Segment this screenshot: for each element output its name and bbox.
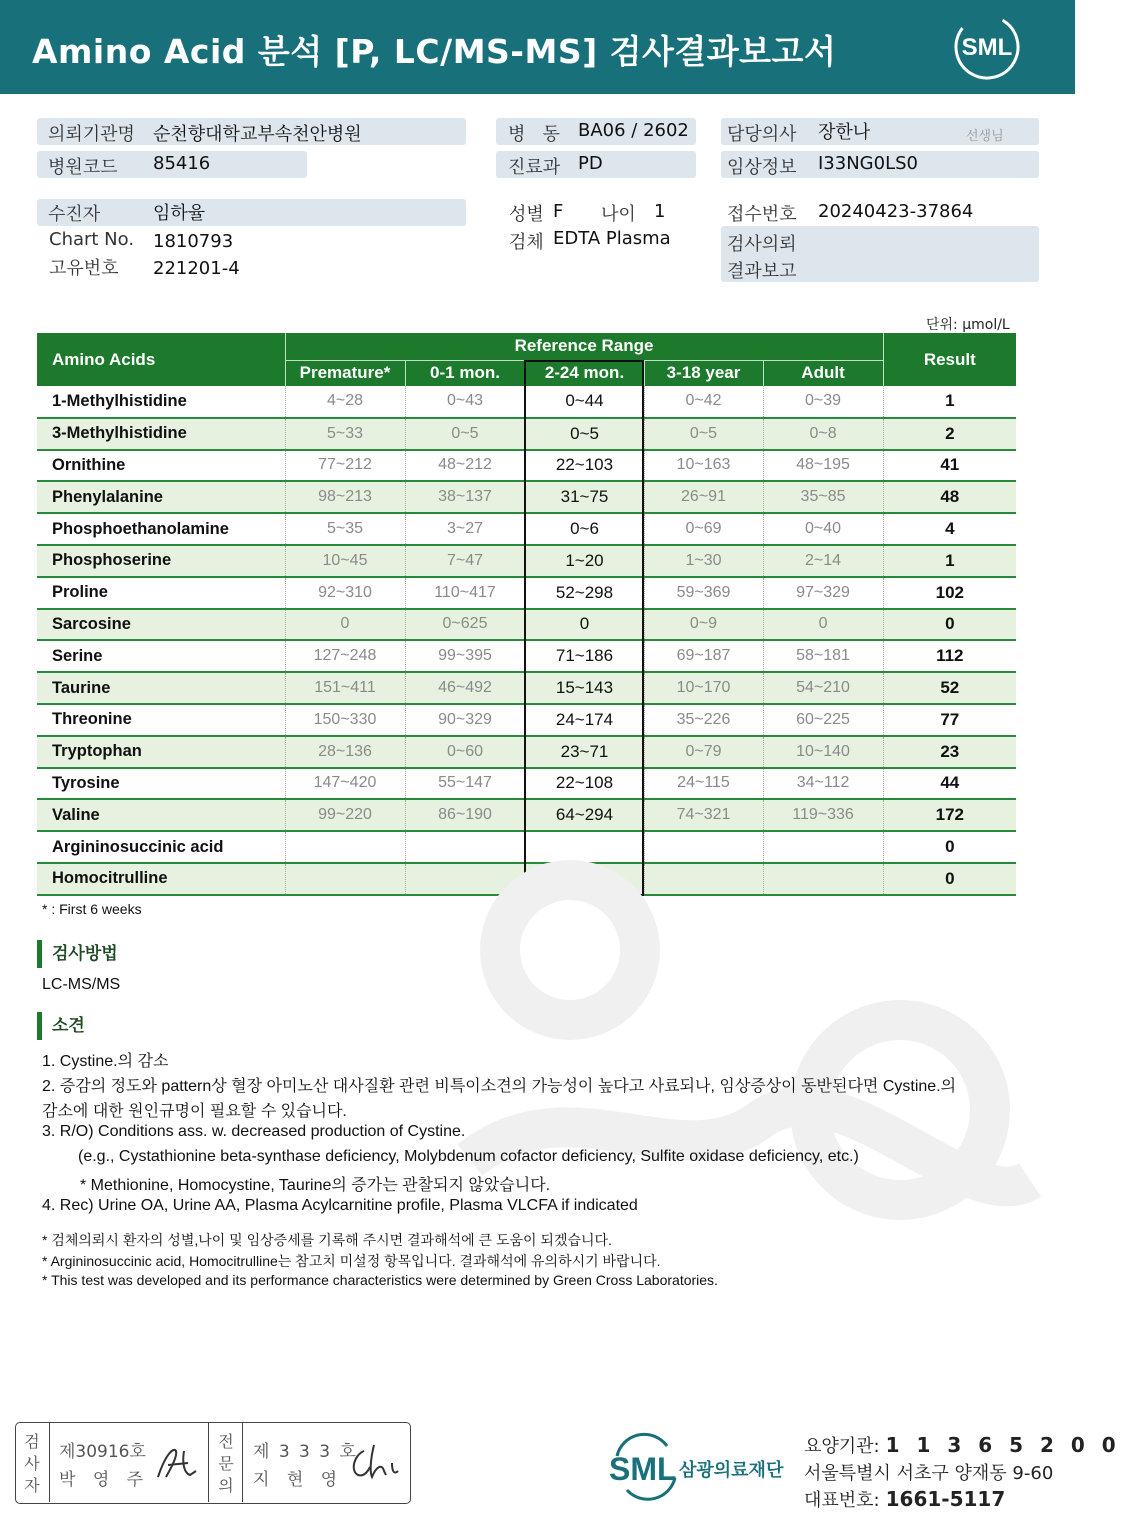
- result-value: 112: [883, 640, 1016, 672]
- age-0-1-range: 0~43: [405, 386, 525, 418]
- specialist-name: 지 현 영: [253, 1470, 344, 1490]
- age-3-18-range: 10~170: [644, 672, 763, 704]
- age-3-18-range: 1~30: [644, 545, 763, 577]
- adult-range: 10~140: [763, 736, 883, 768]
- clinical-value: I33NG0LS0: [818, 153, 918, 174]
- premature-range: 147~420: [285, 768, 405, 800]
- adult-range: 2~14: [763, 545, 883, 577]
- amino-acid-table: [37, 333, 1016, 896]
- age-0-1-range: 90~329: [405, 704, 525, 736]
- adult-range: 34~112: [763, 768, 883, 800]
- findings-line: * Methionine, Homocystine, Taurine의 증가는 관찰되지 않았습니다.: [80, 1177, 551, 1194]
- result-value: 1: [883, 386, 1016, 418]
- hospital-code-value: 85416: [153, 153, 211, 174]
- age-0-1-range: 55~147: [405, 768, 525, 800]
- signature-box: [15, 1422, 411, 1504]
- age-0-1-range: 0~625: [405, 609, 525, 641]
- amino-acid-name: Tyrosine: [37, 768, 285, 800]
- adult-range: 0~39: [763, 386, 883, 418]
- age-2-24-range: 22~103: [525, 450, 644, 482]
- age-2-24-range: 0: [525, 609, 644, 641]
- examinee-bar: [37, 199, 466, 226]
- result-value: 1: [883, 545, 1016, 577]
- age-2-24-range: 52~298: [525, 577, 644, 609]
- age-2-24-range: 0~6: [525, 513, 644, 545]
- address: 서울특별시 서초구 양재동 9-60: [804, 1463, 1054, 1484]
- adult-range: 48~195: [763, 450, 883, 482]
- premature-range: 0: [285, 609, 405, 641]
- premature-range: [285, 831, 405, 863]
- examinee-label: 수진자: [48, 204, 101, 225]
- amino-acid-name: 3-Methylhistidine: [37, 418, 285, 450]
- doctor-value: 장한나: [818, 122, 871, 143]
- age-2-24-range: 0~5: [525, 418, 644, 450]
- age-2-24-range: 24~174: [525, 704, 644, 736]
- note-line: * This test was developed and its performance characteristics were determined by Green Cross Laboratories.: [42, 1272, 718, 1288]
- age-3-18-range: 24~115: [644, 768, 763, 800]
- amino-acid-name: Threonine: [37, 704, 285, 736]
- table-row: [37, 386, 1016, 418]
- amino-acid-name: Argininosuccinic acid: [37, 831, 285, 863]
- amino-acid-name: Phenylalanine: [37, 481, 285, 513]
- chart-label: Chart No.: [49, 229, 135, 250]
- age-2-24-header: 2-24 mon.: [525, 360, 644, 386]
- result-value: 102: [883, 577, 1016, 609]
- dept-label: 진료과: [508, 157, 561, 178]
- result-value: 77: [883, 704, 1016, 736]
- table-row: [37, 736, 1016, 768]
- age-3-18-range: 0~5: [644, 418, 763, 450]
- adult-range: 35~85: [763, 481, 883, 513]
- age-0-1-range: 46~492: [405, 672, 525, 704]
- adult-range: 0~40: [763, 513, 883, 545]
- table-row: [37, 704, 1016, 736]
- specialist-number: 제 3 3 3 호: [253, 1442, 358, 1462]
- table-footnote: * : First 6 weeks: [42, 901, 142, 917]
- amino-acid-name: Homocitrulline: [37, 863, 285, 895]
- age-3-18-range: [644, 831, 763, 863]
- amino-acid-name: Ornithine: [37, 450, 285, 482]
- premature-range: 77~212: [285, 450, 405, 482]
- chart-value: 1810793: [153, 231, 234, 252]
- request-label: 검사의뢰: [727, 234, 797, 255]
- inspector-number: 제30916호: [59, 1442, 146, 1462]
- age-3-18-range: 35~226: [644, 704, 763, 736]
- age-0-1-range: 0~60: [405, 736, 525, 768]
- result-value: 23: [883, 736, 1016, 768]
- amino-acid-name: Taurine: [37, 672, 285, 704]
- result-value: 52: [883, 672, 1016, 704]
- clinical-label: 임상정보: [727, 157, 797, 178]
- table-row: [37, 799, 1016, 831]
- age-3-18-range: 10~163: [644, 450, 763, 482]
- specialist-label: 전 문 의: [218, 1432, 234, 1495]
- adult-range: 0~8: [763, 418, 883, 450]
- age-0-1-range: [405, 831, 525, 863]
- sml-logo-icon: [952, 12, 1022, 82]
- age-2-24-range: [525, 831, 644, 863]
- sml-footer-logo-icon: [607, 1434, 797, 1498]
- findings-line: 2. 증감의 정도와 pattern상 혈장 아미노산 대사질환 관련 비특이소견의 가능성이 높다고 사료되나, 임상증상이 동반된다면 Cystine.의: [42, 1078, 957, 1095]
- result-value: 44: [883, 768, 1016, 800]
- method-heading: 검사방법: [37, 940, 118, 968]
- amino-acid-name: Valine: [37, 799, 285, 831]
- hospital-code-label: 병원코드: [48, 157, 118, 178]
- result-value: 0: [883, 831, 1016, 863]
- age-3-18-range: 0~9: [644, 609, 763, 641]
- age-3-18-range: 59~369: [644, 577, 763, 609]
- specimen-label: 검체: [509, 232, 544, 253]
- note-line: * 검체의뢰시 환자의 성별,나이 및 임상증세를 기록해 주시면 결과해석에 큰 도움이 되겠습니다.: [42, 1232, 612, 1248]
- result-value: 0: [883, 609, 1016, 641]
- phone: 대표번호: 1661-5117: [804, 1487, 1006, 1511]
- table-row: [37, 577, 1016, 609]
- adult-range: 60~225: [763, 704, 883, 736]
- doctor-label: 담당의사: [727, 124, 797, 145]
- premature-range: 5~35: [285, 513, 405, 545]
- result-value: 2: [883, 418, 1016, 450]
- table-row: [37, 418, 1016, 450]
- org-name: 삼광의료재단: [679, 1460, 784, 1481]
- table-row: [37, 672, 1016, 704]
- age-0-1-range: 7~47: [405, 545, 525, 577]
- result-value: 4: [883, 513, 1016, 545]
- findings-line: 1. Cystine.의 감소: [42, 1053, 169, 1070]
- premature-range: 150~330: [285, 704, 405, 736]
- age-0-1-range: 3~27: [405, 513, 525, 545]
- age-0-1-range: 38~137: [405, 481, 525, 513]
- premature-range: 4~28: [285, 386, 405, 418]
- report-title: Amino Acid 분석 [P, LC/MS-MS] 검사결과보고서: [32, 32, 837, 71]
- premature-range: 98~213: [285, 481, 405, 513]
- unique-value: 221201-4: [153, 258, 240, 279]
- age-2-24-range: 22~108: [525, 768, 644, 800]
- result-value: 172: [883, 799, 1016, 831]
- amino-acid-name: Sarcosine: [37, 609, 285, 641]
- age-0-1-range: 0~5: [405, 418, 525, 450]
- age-value: 1: [654, 201, 666, 222]
- inspector-name: 박 영 주: [59, 1470, 150, 1490]
- age-2-24-range: 1~20: [525, 545, 644, 577]
- adult-header: Adult: [763, 360, 883, 386]
- premature-range: [285, 863, 405, 895]
- findings-line: 4. Rec) Urine OA, Urine AA, Plasma Acylcarnitine profile, Plasma VLCFA if indicated: [42, 1197, 638, 1214]
- report-label: 결과보고: [727, 261, 797, 282]
- adult-range: 0: [763, 609, 883, 641]
- table-row: [37, 481, 1016, 513]
- premature-range: 127~248: [285, 640, 405, 672]
- table-row: [37, 768, 1016, 800]
- report-header: [0, 0, 1075, 94]
- adult-range: [763, 831, 883, 863]
- findings-heading: 소견: [37, 1012, 85, 1040]
- ward-value: BA06 / 2602: [578, 120, 689, 141]
- amino-acid-name: Serine: [37, 640, 285, 672]
- result-header: Result: [883, 333, 1016, 386]
- sex-label: 성별: [509, 204, 544, 225]
- sml-footer-logo-text: SML: [609, 1451, 677, 1487]
- institution-value: 순천향대학교부속천안병원: [153, 124, 362, 145]
- table-row: [37, 831, 1016, 863]
- table-row: [37, 640, 1016, 672]
- age-2-24-range: 15~143: [525, 672, 644, 704]
- age-3-18-range: 0~79: [644, 736, 763, 768]
- adult-range: 58~181: [763, 640, 883, 672]
- amino-acid-name: Phosphoserine: [37, 545, 285, 577]
- amino-acids-header: Amino Acids: [37, 333, 285, 386]
- ward-label: 병 동: [508, 124, 560, 145]
- receipt-value: 20240423-37864: [818, 201, 974, 222]
- unit-label: 단위: μmol/L: [926, 317, 1010, 333]
- receipt-label: 접수번호: [727, 204, 797, 225]
- result-value: 0: [883, 863, 1016, 895]
- age-2-24-range: 64~294: [525, 799, 644, 831]
- adult-range: 54~210: [763, 672, 883, 704]
- premature-header: Premature*: [285, 360, 405, 386]
- result-value: 41: [883, 450, 1016, 482]
- amino-acid-name: 1-Methylhistidine: [37, 386, 285, 418]
- inspector-label: 검 사 자: [24, 1432, 40, 1495]
- premature-range: 99~220: [285, 799, 405, 831]
- sml-logo-text: SML: [961, 34, 1013, 61]
- age-3-18-range: 0~69: [644, 513, 763, 545]
- age-2-24-range: 31~75: [525, 481, 644, 513]
- premature-range: 28~136: [285, 736, 405, 768]
- findings-line: (e.g., Cystathionine beta-synthase deficiency, Molybdenum cofactor deficiency, Sulfite oxidase deficiency, etc.): [78, 1148, 859, 1165]
- age-2-24-range: 0~44: [525, 386, 644, 418]
- care-number: 요양기관: 1 1 3 6 5 2 0 0: [804, 1433, 1121, 1457]
- age-0-1-header: 0-1 mon.: [405, 360, 525, 386]
- premature-range: 10~45: [285, 545, 405, 577]
- findings-line: 감소에 대한 원인규명이 필요할 수 있습니다.: [42, 1103, 347, 1120]
- findings-line: 3. R/O) Conditions ass. w. decreased production of Cystine.: [42, 1123, 466, 1140]
- unique-label: 고유번호: [49, 258, 119, 279]
- doctor-suffix: 선생님: [966, 129, 1004, 144]
- amino-acid-name: Proline: [37, 577, 285, 609]
- age-0-1-range: 48~212: [405, 450, 525, 482]
- inspector-signature-icon: [154, 1443, 199, 1483]
- dept-value: PD: [578, 153, 603, 174]
- note-line: * Argininosuccinic acid, Homocitrulline는 참고치 미설정 항목입니다. 결과해석에 유의하시기 바랍니다.: [42, 1253, 661, 1269]
- sex-value: F: [553, 201, 564, 222]
- specimen-value: EDTA Plasma: [553, 228, 671, 249]
- method-text: LC-MS/MS: [42, 976, 121, 993]
- age-3-18-range: 74~321: [644, 799, 763, 831]
- age-0-1-range: 110~417: [405, 577, 525, 609]
- institution-label: 의뢰기관명: [48, 124, 135, 145]
- premature-range: 92~310: [285, 577, 405, 609]
- amino-acid-name: Phosphoethanolamine: [37, 513, 285, 545]
- table-row: [37, 609, 1016, 641]
- adult-range: 119~336: [763, 799, 883, 831]
- adult-range: 97~329: [763, 577, 883, 609]
- examinee-value: 임하율: [153, 203, 206, 224]
- age-0-1-range: 99~395: [405, 640, 525, 672]
- age-0-1-range: 86~190: [405, 799, 525, 831]
- age-3-18-range: 26~91: [644, 481, 763, 513]
- table-row: [37, 545, 1016, 577]
- premature-range: 151~411: [285, 672, 405, 704]
- amino-acid-name: Tryptophan: [37, 736, 285, 768]
- age-3-18-range: 69~187: [644, 640, 763, 672]
- age-3-18-header: 3-18 year: [644, 360, 763, 386]
- age-2-24-range: 71~186: [525, 640, 644, 672]
- specialist-signature-icon: [348, 1441, 403, 1483]
- result-value: 48: [883, 481, 1016, 513]
- reference-range-header: Reference Range: [285, 333, 883, 360]
- table-row: [37, 450, 1016, 482]
- age-3-18-range: 0~42: [644, 386, 763, 418]
- age-label: 나이: [601, 204, 636, 225]
- table-row: [37, 513, 1016, 545]
- age-2-24-range: 23~71: [525, 736, 644, 768]
- premature-range: 5~33: [285, 418, 405, 450]
